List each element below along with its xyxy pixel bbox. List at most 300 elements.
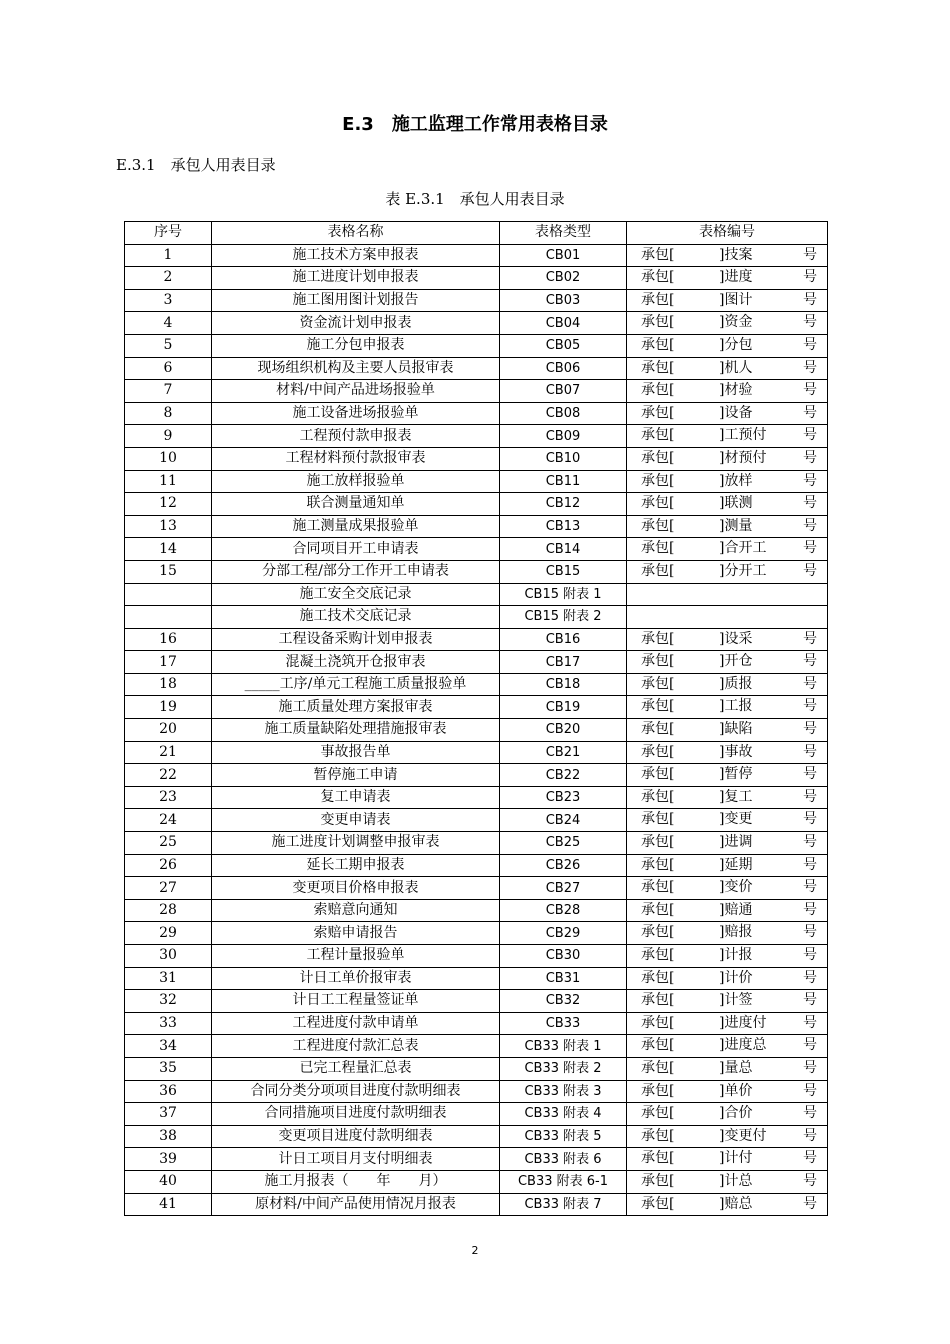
- form-type-cell: CB20: [500, 719, 627, 742]
- table-row: [125, 1080, 828, 1103]
- code-suffix: 号: [803, 901, 817, 918]
- form-name-cell: 联合测量通知单: [212, 493, 500, 516]
- form-code-cell: [627, 990, 828, 1013]
- form-code-cell: [627, 696, 828, 719]
- code-prefix: 承包[: [641, 879, 675, 896]
- code-suffix: 号: [803, 811, 817, 828]
- code-suffix: 号: [803, 472, 817, 489]
- form-type-cell: CB30: [500, 945, 627, 968]
- form-name-cell: 施工放样报验单: [212, 470, 500, 493]
- form-type-cell: CB06: [500, 357, 627, 380]
- serial-number-cell: 38: [125, 1125, 212, 1148]
- form-catalog-table: [124, 221, 828, 1216]
- code-prefix: 承包[: [641, 540, 675, 557]
- table-row: [125, 719, 828, 742]
- form-code-cell: [627, 493, 828, 516]
- form-type-cell: CB23: [500, 786, 627, 809]
- form-name-cell: 施工分包申报表: [212, 334, 500, 357]
- form-type-cell: CB15 附表 1: [500, 583, 627, 606]
- form-type-cell: CB31: [500, 967, 627, 990]
- form-type-cell: CB12: [500, 493, 627, 516]
- code-prefix: 承包[: [641, 1037, 675, 1054]
- page-number: 2: [471, 1244, 479, 1257]
- form-code-cell: [627, 1125, 828, 1148]
- code-abbreviation: ]测量: [719, 517, 753, 534]
- code-abbreviation: ]工预付: [719, 427, 767, 444]
- form-name-cell: 复工申请表: [212, 786, 500, 809]
- code-suffix: 号: [803, 675, 817, 692]
- form-code-cell: [627, 312, 828, 335]
- code-suffix: 号: [803, 291, 817, 308]
- code-prefix: 承包[: [641, 472, 675, 489]
- table-caption: 表 E.3.1 承包人用表目录: [385, 190, 565, 208]
- table-row: [125, 357, 828, 380]
- form-type-cell: CB10: [500, 447, 627, 470]
- form-type-cell: CB33 附表 4: [500, 1103, 627, 1126]
- form-type-cell: CB32: [500, 990, 627, 1013]
- form-type-cell: CB16: [500, 628, 627, 651]
- table-row: [125, 1125, 828, 1148]
- code-prefix: 承包[: [641, 743, 675, 760]
- code-prefix: 承包[: [641, 336, 675, 353]
- code-suffix: 号: [803, 562, 817, 579]
- form-name-cell: 延长工期申报表: [212, 854, 500, 877]
- form-name-cell: 施工进度计划申报表: [212, 267, 500, 290]
- serial-number-cell: 8: [125, 402, 212, 425]
- form-code-cell: [627, 447, 828, 470]
- code-abbreviation: ]赔总: [719, 1195, 753, 1212]
- code-prefix: 承包[: [641, 834, 675, 851]
- code-prefix: 承包[: [641, 427, 675, 444]
- table-row: [125, 1170, 828, 1193]
- serial-number-cell: 2: [125, 267, 212, 290]
- form-code-cell: [627, 945, 828, 968]
- form-type-cell: CB25: [500, 832, 627, 855]
- code-abbreviation: ]分包: [719, 336, 753, 353]
- code-suffix: 号: [803, 1082, 817, 1099]
- code-abbreviation: ]进度付: [719, 1014, 767, 1031]
- serial-number-cell: 4: [125, 312, 212, 335]
- code-suffix: 号: [803, 834, 817, 851]
- form-type-cell: CB33 附表 5: [500, 1125, 627, 1148]
- form-code-cell: [627, 425, 828, 448]
- form-code-cell: [627, 583, 828, 606]
- serial-number-cell: 25: [125, 832, 212, 855]
- code-suffix: 号: [803, 856, 817, 873]
- table-row: [125, 990, 828, 1013]
- form-code-cell: [627, 786, 828, 809]
- serial-number-cell: 24: [125, 809, 212, 832]
- table-row: [125, 854, 828, 877]
- code-abbreviation: ]缺陷: [719, 721, 753, 738]
- code-prefix: 承包[: [641, 811, 675, 828]
- code-abbreviation: ]量总: [719, 1059, 753, 1076]
- code-abbreviation: ]合开工: [719, 540, 767, 557]
- code-suffix: 号: [803, 314, 817, 331]
- code-prefix: 承包[: [641, 947, 675, 963]
- code-abbreviation: ]变更: [719, 811, 753, 828]
- form-name-cell: 施工技术方案申报表: [212, 244, 500, 267]
- serial-number-cell: [125, 606, 212, 629]
- table-row: [125, 447, 828, 470]
- serial-number-cell: 11: [125, 470, 212, 493]
- code-suffix: 号: [803, 495, 817, 512]
- code-abbreviation: ]计付: [719, 1150, 753, 1167]
- serial-number-cell: 6: [125, 357, 212, 380]
- serial-number-cell: 40: [125, 1170, 212, 1193]
- code-suffix: 号: [803, 1014, 817, 1031]
- form-code-cell: [627, 267, 828, 290]
- table-row: [125, 1035, 828, 1058]
- table-row: [125, 380, 828, 403]
- code-suffix: 号: [803, 766, 817, 783]
- code-prefix: 承包[: [641, 721, 675, 738]
- form-code-cell: [627, 719, 828, 742]
- table-row: [125, 425, 828, 448]
- form-type-cell: CB08: [500, 402, 627, 425]
- table-row: [125, 673, 828, 696]
- serial-number-cell: 41: [125, 1193, 212, 1216]
- table-row: [125, 764, 828, 787]
- form-name-cell: 施工质量缺陷处理措施报审表: [212, 719, 500, 742]
- table-row: [125, 560, 828, 583]
- serial-number-cell: 20: [125, 719, 212, 742]
- table-row: [125, 312, 828, 335]
- serial-number-cell: 17: [125, 651, 212, 674]
- table-row: [125, 877, 828, 900]
- form-code-cell: [627, 854, 828, 877]
- code-prefix: 承包[: [641, 788, 675, 805]
- form-code-cell: [627, 1193, 828, 1216]
- code-prefix: 承包[: [641, 314, 675, 331]
- form-name-cell: 施工质量处理方案报审表: [212, 696, 500, 719]
- code-suffix: 号: [803, 924, 817, 941]
- form-name-cell: _____工序/单元工程施工质量报验单: [212, 673, 500, 696]
- code-prefix: 承包[: [641, 562, 675, 579]
- form-type-cell: CB33 附表 1: [500, 1035, 627, 1058]
- form-name-cell: 资金流计划申报表: [212, 312, 500, 335]
- form-type-cell: CB33 附表 3: [500, 1080, 627, 1103]
- code-abbreviation: ]图计: [719, 291, 753, 308]
- form-code-cell: [627, 741, 828, 764]
- header-form-type: 表格类型: [500, 222, 627, 245]
- serial-number-cell: 19: [125, 696, 212, 719]
- form-name-cell: 施工图用图计划报告: [212, 289, 500, 312]
- serial-number-cell: 33: [125, 1012, 212, 1035]
- form-type-cell: CB18: [500, 673, 627, 696]
- form-name-cell: 施工进度计划调整申报审表: [212, 832, 500, 855]
- table-header: [125, 222, 828, 245]
- code-abbreviation: ]变更付: [719, 1127, 767, 1144]
- code-suffix: 号: [803, 449, 817, 466]
- code-suffix: 号: [803, 246, 817, 263]
- table-row: [125, 493, 828, 516]
- code-suffix: 号: [803, 359, 817, 376]
- form-code-cell: [627, 515, 828, 538]
- table-row: [125, 651, 828, 674]
- serial-number-cell: 39: [125, 1148, 212, 1171]
- form-type-cell: CB21: [500, 741, 627, 764]
- table-row: [125, 1193, 828, 1216]
- form-code-cell: [627, 628, 828, 651]
- code-abbreviation: ]计总: [719, 1172, 753, 1189]
- code-prefix: 承包[: [641, 698, 675, 715]
- form-code-cell: [627, 899, 828, 922]
- code-suffix: 号: [803, 788, 817, 805]
- code-prefix: 承包[: [641, 1127, 675, 1144]
- form-type-cell: CB02: [500, 267, 627, 290]
- serial-number-cell: 23: [125, 786, 212, 809]
- code-abbreviation: ]复工: [719, 788, 753, 805]
- code-abbreviation: ]延期: [719, 856, 753, 873]
- form-code-cell: [627, 470, 828, 493]
- table-row: [125, 289, 828, 312]
- form-code-cell: [627, 877, 828, 900]
- form-code-cell: [627, 402, 828, 425]
- serial-number-cell: 34: [125, 1035, 212, 1058]
- section-heading: E.3.1 承包人用表目录: [116, 156, 276, 174]
- code-prefix: 承包[: [641, 495, 675, 512]
- code-prefix: 承包[: [641, 1150, 675, 1167]
- form-code-cell: [627, 809, 828, 832]
- form-name-cell: 施工测量成果报验单: [212, 515, 500, 538]
- serial-number-cell: 15: [125, 560, 212, 583]
- code-abbreviation: ]设采: [719, 630, 753, 647]
- code-abbreviation: ]质报: [719, 675, 753, 692]
- code-suffix: 号: [803, 743, 817, 760]
- table-row: [125, 741, 828, 764]
- code-abbreviation: ]进度总: [719, 1037, 767, 1054]
- form-type-cell: CB11: [500, 470, 627, 493]
- form-type-cell: CB15 附表 2: [500, 606, 627, 629]
- form-type-cell: CB01: [500, 244, 627, 267]
- table-row: [125, 1012, 828, 1035]
- form-name-cell: 工程预付款申报表: [212, 425, 500, 448]
- form-type-cell: CB28: [500, 899, 627, 922]
- code-abbreviation: ]工报: [719, 698, 753, 715]
- code-abbreviation: ]赔通: [719, 901, 753, 918]
- code-suffix: 号: [803, 1172, 817, 1189]
- serial-number-cell: 14: [125, 538, 212, 561]
- code-abbreviation: ]合价: [719, 1105, 753, 1122]
- form-type-cell: CB05: [500, 334, 627, 357]
- serial-number-cell: 31: [125, 967, 212, 990]
- code-prefix: 承包[: [641, 1195, 675, 1212]
- code-prefix: 承包[: [641, 766, 675, 783]
- table-row: [125, 1103, 828, 1126]
- form-name-cell: 计日工项目月支付明细表: [212, 1148, 500, 1171]
- form-code-cell: [627, 357, 828, 380]
- code-suffix: 号: [803, 1105, 817, 1122]
- code-suffix: 号: [803, 721, 817, 738]
- form-type-cell: CB13: [500, 515, 627, 538]
- table-row: [125, 244, 828, 267]
- code-prefix: 承包[: [641, 291, 675, 308]
- code-suffix: 号: [803, 1059, 817, 1076]
- form-type-cell: CB14: [500, 538, 627, 561]
- serial-number-cell: 10: [125, 447, 212, 470]
- form-code-cell: [627, 606, 828, 629]
- table-row: [125, 628, 828, 651]
- code-abbreviation: ]进度: [719, 269, 753, 286]
- form-name-cell: 变更项目进度付款明细表: [212, 1125, 500, 1148]
- code-prefix: 承包[: [641, 653, 675, 670]
- serial-number-cell: 9: [125, 425, 212, 448]
- form-name-cell: 施工月报表（ 年 月）: [212, 1170, 500, 1193]
- form-code-cell: [627, 673, 828, 696]
- form-code-cell: [627, 538, 828, 561]
- serial-number-cell: 18: [125, 673, 212, 696]
- code-suffix: 号: [803, 540, 817, 557]
- code-prefix: 承包[: [641, 1172, 675, 1189]
- code-prefix: 承包[: [641, 246, 675, 263]
- code-suffix: 号: [803, 1195, 817, 1212]
- code-suffix: 号: [803, 630, 817, 647]
- code-suffix: 号: [803, 517, 817, 534]
- table-row: [125, 696, 828, 719]
- form-name-cell: 计日工工程量签证单: [212, 990, 500, 1013]
- code-suffix: 号: [803, 653, 817, 670]
- code-abbreviation: ]事故: [719, 743, 753, 760]
- form-name-cell: 计日工单价报审表: [212, 967, 500, 990]
- serial-number-cell: 3: [125, 289, 212, 312]
- code-prefix: 承包[: [641, 1082, 675, 1099]
- code-prefix: 承包[: [641, 675, 675, 692]
- form-code-cell: [627, 1057, 828, 1080]
- form-name-cell: 工程计量报验单: [212, 945, 500, 968]
- table-row: [125, 1148, 828, 1171]
- form-type-cell: CB24: [500, 809, 627, 832]
- code-suffix: 号: [803, 879, 817, 896]
- form-code-cell: [627, 832, 828, 855]
- code-abbreviation: ]计签: [719, 992, 753, 1009]
- code-suffix: 号: [803, 269, 817, 286]
- form-code-cell: [627, 1148, 828, 1171]
- form-type-cell: CB27: [500, 877, 627, 900]
- form-name-cell: 暂停施工申请: [212, 764, 500, 787]
- code-suffix: 号: [803, 382, 817, 399]
- serial-number-cell: 37: [125, 1103, 212, 1126]
- code-abbreviation: ]暂停: [719, 766, 753, 783]
- form-code-cell: [627, 922, 828, 945]
- serial-number-cell: 22: [125, 764, 212, 787]
- form-code-cell: [627, 1012, 828, 1035]
- form-name-cell: 施工设备进场报验单: [212, 402, 500, 425]
- code-abbreviation: ]机人: [719, 359, 753, 376]
- form-type-cell: CB22: [500, 764, 627, 787]
- serial-number-cell: 13: [125, 515, 212, 538]
- code-abbreviation: ]计价: [719, 969, 753, 986]
- form-code-cell: [627, 1103, 828, 1126]
- form-name-cell: 现场组织机构及主要人员报审表: [212, 357, 500, 380]
- form-type-cell: CB04: [500, 312, 627, 335]
- form-name-cell: 索赔意向通知: [212, 899, 500, 922]
- code-abbreviation: ]分开工: [719, 562, 767, 579]
- code-abbreviation: ]技案: [719, 246, 753, 263]
- table-row: [125, 470, 828, 493]
- serial-number-cell: 28: [125, 899, 212, 922]
- code-abbreviation: ]变价: [719, 879, 753, 896]
- form-code-cell: [627, 764, 828, 787]
- code-abbreviation: ]联测: [719, 495, 753, 512]
- form-code-cell: [627, 289, 828, 312]
- code-prefix: 承包[: [641, 449, 675, 466]
- serial-number-cell: 30: [125, 945, 212, 968]
- header-form-name: 表格名称: [212, 222, 500, 245]
- form-name-cell: 材料/中间产品进场报验单: [212, 380, 500, 403]
- form-name-cell: 已完工程量汇总表: [212, 1057, 500, 1080]
- form-code-cell: [627, 560, 828, 583]
- form-name-cell: 原材料/中间产品使用情况月报表: [212, 1193, 500, 1216]
- form-type-cell: CB03: [500, 289, 627, 312]
- form-name-cell: 工程材料预付款报审表: [212, 447, 500, 470]
- form-name-cell: 变更项目价格申报表: [212, 877, 500, 900]
- code-prefix: 承包[: [641, 1059, 675, 1076]
- serial-number-cell: 26: [125, 854, 212, 877]
- form-name-cell: 混凝土浇筑开仓报审表: [212, 651, 500, 674]
- header-form-code: 表格编号: [627, 222, 828, 245]
- serial-number-cell: 7: [125, 380, 212, 403]
- table-row: [125, 515, 828, 538]
- form-name-cell: 合同分类分项项目进度付款明细表: [212, 1080, 500, 1103]
- code-abbreviation: ]材预付: [719, 449, 767, 466]
- page-title: E.3 施工监理工作常用表格目录: [342, 114, 608, 135]
- code-suffix: 号: [803, 698, 817, 715]
- serial-number-cell: 27: [125, 877, 212, 900]
- form-type-cell: CB19: [500, 696, 627, 719]
- code-suffix: 号: [803, 947, 817, 963]
- table-row: [125, 583, 828, 606]
- code-prefix: 承包[: [641, 1014, 675, 1031]
- code-suffix: 号: [803, 336, 817, 353]
- code-suffix: 号: [803, 1037, 817, 1054]
- form-name-cell: 索赔申请报告: [212, 922, 500, 945]
- form-type-cell: CB07: [500, 380, 627, 403]
- code-abbreviation: ]设备: [719, 404, 753, 421]
- table-row: [125, 267, 828, 290]
- table-row: [125, 606, 828, 629]
- form-code-cell: [627, 651, 828, 674]
- code-abbreviation: ]放样: [719, 472, 753, 489]
- form-code-cell: [627, 1170, 828, 1193]
- serial-number-cell: 29: [125, 922, 212, 945]
- serial-number-cell: 16: [125, 628, 212, 651]
- code-prefix: 承包[: [641, 382, 675, 399]
- table-row: [125, 402, 828, 425]
- form-name-cell: 工程进度付款申请单: [212, 1012, 500, 1035]
- form-code-cell: [627, 244, 828, 267]
- table-row: [125, 334, 828, 357]
- serial-number-cell: 12: [125, 493, 212, 516]
- serial-number-cell: 5: [125, 334, 212, 357]
- form-type-cell: CB33: [500, 1012, 627, 1035]
- form-type-cell: CB29: [500, 922, 627, 945]
- serial-number-cell: [125, 583, 212, 606]
- form-name-cell: 施工安全交底记录: [212, 583, 500, 606]
- form-name-cell: 变更申请表: [212, 809, 500, 832]
- code-abbreviation: ]开仓: [719, 653, 753, 670]
- form-name-cell: 事故报告单: [212, 741, 500, 764]
- code-abbreviation: ]进调: [719, 834, 753, 851]
- code-suffix: 号: [803, 404, 817, 421]
- code-prefix: 承包[: [641, 404, 675, 421]
- table-row: [125, 786, 828, 809]
- table-row: [125, 809, 828, 832]
- code-suffix: 号: [803, 992, 817, 1009]
- code-suffix: 号: [803, 969, 817, 986]
- code-prefix: 承包[: [641, 269, 675, 286]
- form-name-cell: 工程设备采购计划申报表: [212, 628, 500, 651]
